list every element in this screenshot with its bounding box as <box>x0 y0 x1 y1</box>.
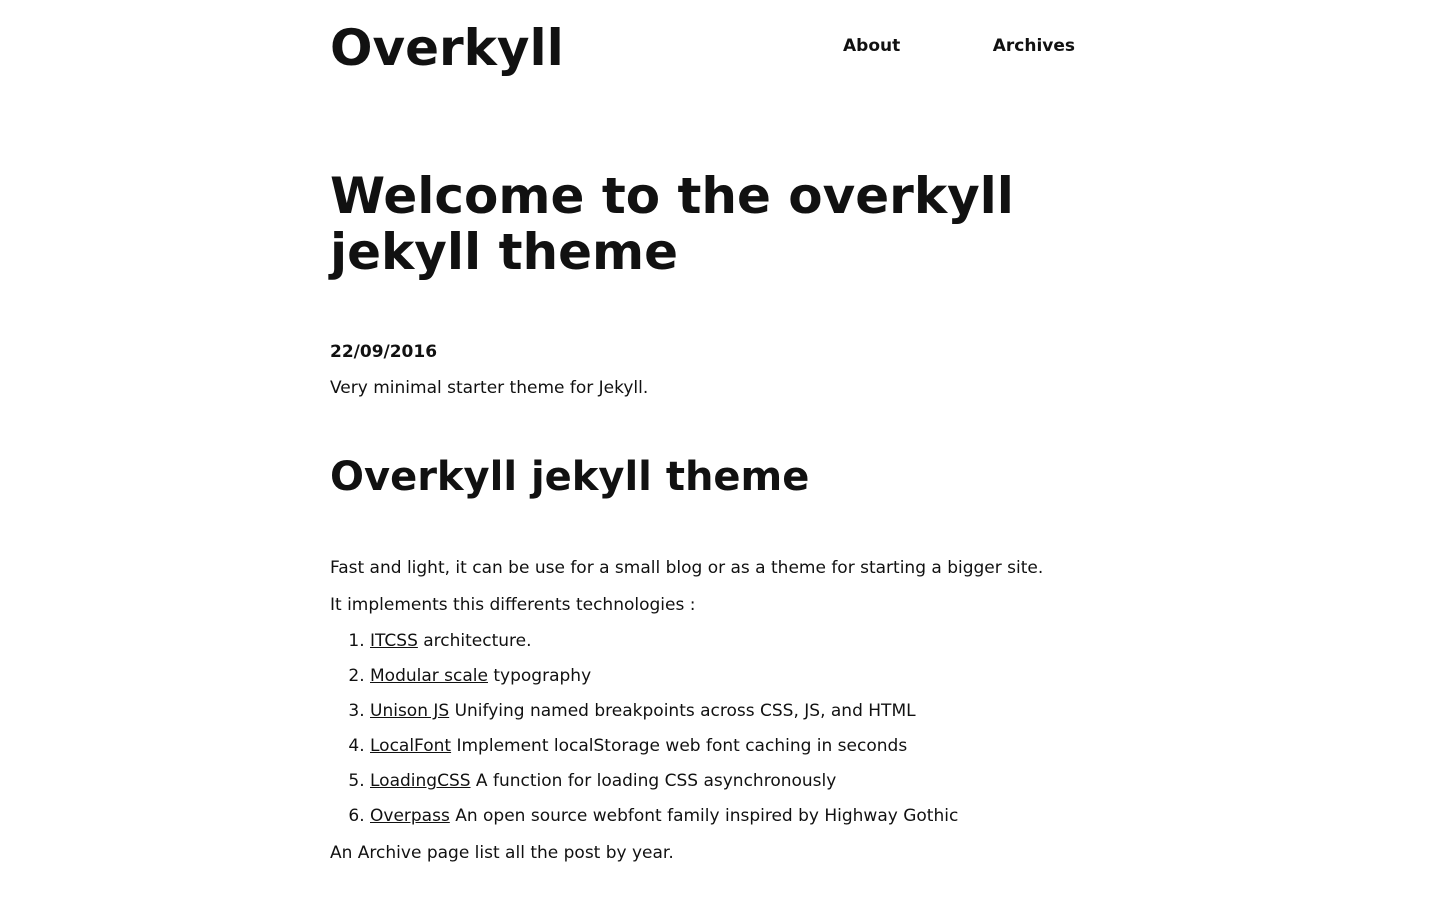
post-excerpt: Very minimal starter theme for Jekyll. <box>330 378 649 398</box>
post-title: Welcome to the overkyll jekyll theme <box>330 167 1014 281</box>
list-item <box>370 699 958 734</box>
list-item-text: An open source webfont family inspired by Highway Gothic <box>449 806 959 826</box>
list-item-text: Implement localStorage web font caching in seconds <box>451 736 908 756</box>
link-overpass[interactable]: Overpass <box>370 806 450 826</box>
link-itcss[interactable]: ITCSS <box>370 631 418 651</box>
site-header <box>330 0 1075 100</box>
list-item-text: A function for loading CSS asynchronously <box>470 771 837 791</box>
section-heading: Overkyll jekyll theme <box>330 454 810 500</box>
link-modular-scale[interactable]: Modular scale <box>370 666 488 686</box>
site-title-link[interactable]: Overkyll <box>330 19 564 77</box>
archive-paragraph: An Archive page list all the post by year. <box>330 843 674 863</box>
link-unison-js[interactable]: Unison JS <box>370 701 450 721</box>
list-item <box>370 769 958 804</box>
nav-link-about[interactable]: About <box>843 36 901 56</box>
list-item <box>370 804 958 839</box>
technologies-paragraph: It implements this differents technologies : <box>330 595 696 615</box>
link-localfont[interactable]: LocalFont <box>370 736 452 756</box>
page-container <box>330 0 1075 863</box>
list-item-text: typography <box>487 666 592 686</box>
list-item-text: Unifying named breakpoints across CSS, JS, and HTML <box>449 701 916 721</box>
intro-paragraph: Fast and light, it can be use for a small blog or as a theme for starting a bigger site. <box>330 558 1044 578</box>
site-nav <box>843 32 1075 60</box>
post-date: 22/09/2016 <box>330 342 438 362</box>
list-item <box>370 734 958 769</box>
technologies-list <box>330 629 958 839</box>
link-loadingcss[interactable]: LoadingCSS <box>370 771 471 791</box>
list-item <box>370 629 958 664</box>
nav-link-archives[interactable]: Archives <box>992 36 1075 56</box>
list-item-text: architecture. <box>417 631 532 651</box>
list-item <box>370 664 958 699</box>
